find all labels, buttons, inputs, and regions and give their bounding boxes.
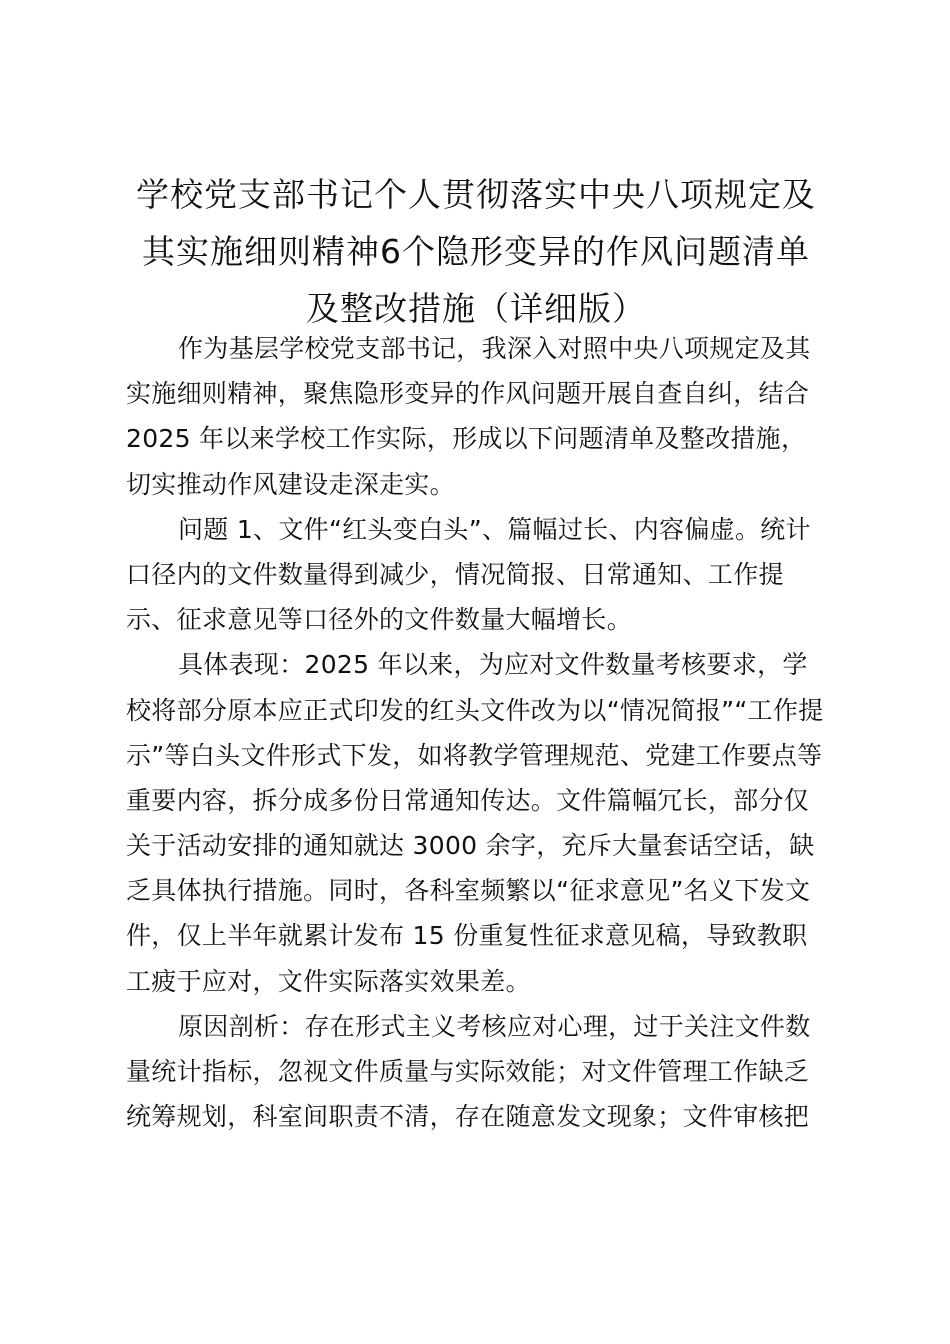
text-line: 关于活动安排的通知就达 3000 余字，充斥大量套话空话，缺 bbox=[126, 831, 815, 861]
text-line: 统筹规划，科室间职责不清，存在随意发文现象；文件审核把 bbox=[126, 1102, 810, 1132]
text-line: 量统计指标，忽视文件质量与实际效能；对文件管理工作缺乏 bbox=[126, 1057, 810, 1086]
text-line: 作为基层学校党支部书记，我深入对照中央八项规定及其 bbox=[178, 334, 811, 363]
paragraph-intro bbox=[126, 326, 836, 507]
text-line: 乏具体执行措施。同时，各科室频繁以“征求意见”名义下发文 bbox=[126, 876, 811, 906]
title-line: 其实施细则精神6个隐形变异的作风问题清单 bbox=[142, 232, 810, 271]
text-line: 口径内的文件数量得到减少，情况简报、日常通知、工作提 bbox=[126, 559, 784, 589]
title-line: 及整改措施（详细版） bbox=[306, 289, 646, 328]
paragraph-cause-analysis bbox=[126, 1004, 836, 1140]
text-line: 工疲于应对，文件实际落实效果差。 bbox=[126, 966, 531, 996]
text-line: 原因剖析：存在形式主义考核应对心理，过于关注文件数 bbox=[178, 1011, 811, 1041]
text-line: 实施细则精神，聚焦隐形变异的作风问题开展自查自纠，结合 bbox=[126, 379, 810, 409]
paragraph-manifestation bbox=[126, 642, 836, 1004]
text-line: 切实推动作风建设走深走实。 bbox=[126, 469, 455, 499]
text-line: 示、征求意见等口径外的文件数量大幅增长。 bbox=[126, 605, 633, 635]
text-line: 2025 年以来学校工作实际，形成以下问题清单及整改措施， bbox=[126, 424, 807, 454]
text-line: 具体表现：2025 年以来，为应对文件数量考核要求，学 bbox=[178, 650, 808, 680]
text-line: 件，仅上半年就累计发布 15 份重复性征求意见稿，导致教职 bbox=[126, 921, 808, 951]
text-line: 重要内容，拆分成多份日常通知传达。文件篇幅冗长，部分仅 bbox=[126, 785, 810, 815]
document-title bbox=[120, 166, 832, 337]
text-line: 校将部分原本应正式印发的红头文件改为以“情况简报”“工作提 bbox=[126, 695, 824, 725]
title-line: 学校党支部书记个人贯彻落实中央八项规定及 bbox=[136, 175, 816, 214]
text-line: 示”等白头文件形式下发，如将教学管理规范、党建工作要点等 bbox=[126, 740, 823, 770]
paragraph-problem-1 bbox=[126, 507, 836, 643]
text-line: 问题 1、文件“红头变白头”、篇幅过长、内容偏虚。统计 bbox=[178, 514, 811, 544]
document-body bbox=[126, 326, 836, 1139]
